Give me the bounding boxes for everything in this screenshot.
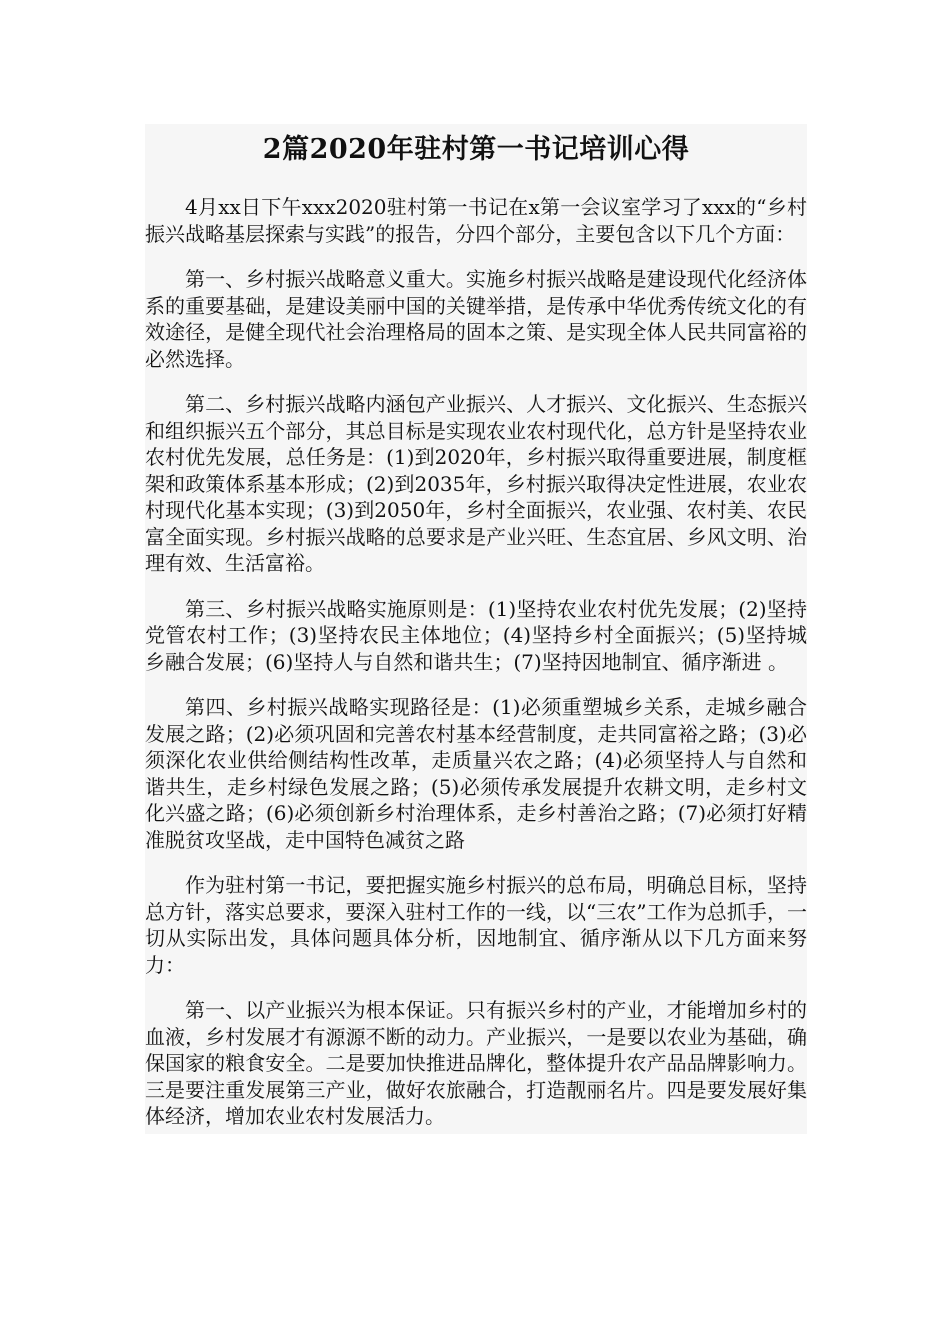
paragraph-point-1: 第一、乡村振兴战略意义重大。实施乡村振兴战略是建设现代化经济体系的重要基础，是建设美丽中国的关键举措，是传承中华优秀传统文化的有效途径，是健全现代社会治理格局的固本之策、是实现全体人民共同富裕的必然选择。 <box>145 267 807 371</box>
document-page <box>145 124 807 1134</box>
document-title: 2篇2020年驻村第一书记培训心得 <box>262 134 690 165</box>
paragraph-point-4: 第四、乡村振兴战略实现路径是：(1)必须重塑城乡关系，走城乡融合发展之路；(2)必须巩固和完善农村基本经营制度，走共同富裕之路；(3)必须深化农业供给侧结构性改革，走质量兴农之路；(4)必须坚持人与自然和谐共生，走乡村绿色发展之路；(5)必须传承发展提升农耕文明，走乡村文化兴盛之路；(6)必须创新乡村治理体系，走乡村善治之路；(7)必须打好精准脱贫攻坚战，走中国特色减贫之路 <box>145 695 807 852</box>
paragraph-secretary-role: 作为驻村第一书记，要把握实施乡村振兴的总布局，明确总目标，坚持总方针，落实总要求，要深入驻村工作的一线，以“三农”工作为总抓手，一切从实际出发，具体问题具体分析，因地制宜、循序渐从以下几方面来努力： <box>145 873 807 977</box>
paragraph-point-3: 第三、乡村振兴战略实施原则是：(1)坚持农业农村优先发展；(2)坚持党管农村工作；(3)坚持农民主体地位；(4)坚持乡村全面振兴；(5)坚持城乡融合发展；(6)坚持人与自然和谐共生；(7)坚持因地制宜、循序渐进 。 <box>145 596 807 674</box>
paragraph-intro: 4月xx日下午xxx2020驻村第一书记在x第一会议室学习了xxx的“乡村振兴战略基层探索与实践”的报告，分四个部分，主要包含以下几个方面： <box>145 195 807 246</box>
paragraph-point-2: 第二、乡村振兴战略内涵包产业振兴、人才振兴、文化振兴、生态振兴和组织振兴五个部分，其总目标是实现农业农村现代化，总方针是坚持农业农村优先发展，总任务是：(1)到2020年，乡村振兴取得重要进展，制度框架和政策体系基本形成；(2)到2035年，乡村振兴取得决定性进展，农业农村现代化基本实现；(3)到2050年，乡村全面振兴，农业强、农村美、农民富全面实现。乡村振兴战略的总要求是产业兴旺、生态宜居、乡风文明、治理有效、生活富裕。 <box>145 392 807 575</box>
paragraph-industry-revitalization: 第一、以产业振兴为根本保证。只有振兴乡村的产业，才能增加乡村的血液，乡村发展才有源源不断的动力。产业振兴，一是要以农业为基础，确保国家的粮食安全。二是要加快推进品牌化，整体提升农产品品牌影响力。三是要注重发展第三产业，做好农旅融合，打造靓丽名片。四是要发展好集体经济，增加农业农村发展活力。 <box>145 998 807 1128</box>
